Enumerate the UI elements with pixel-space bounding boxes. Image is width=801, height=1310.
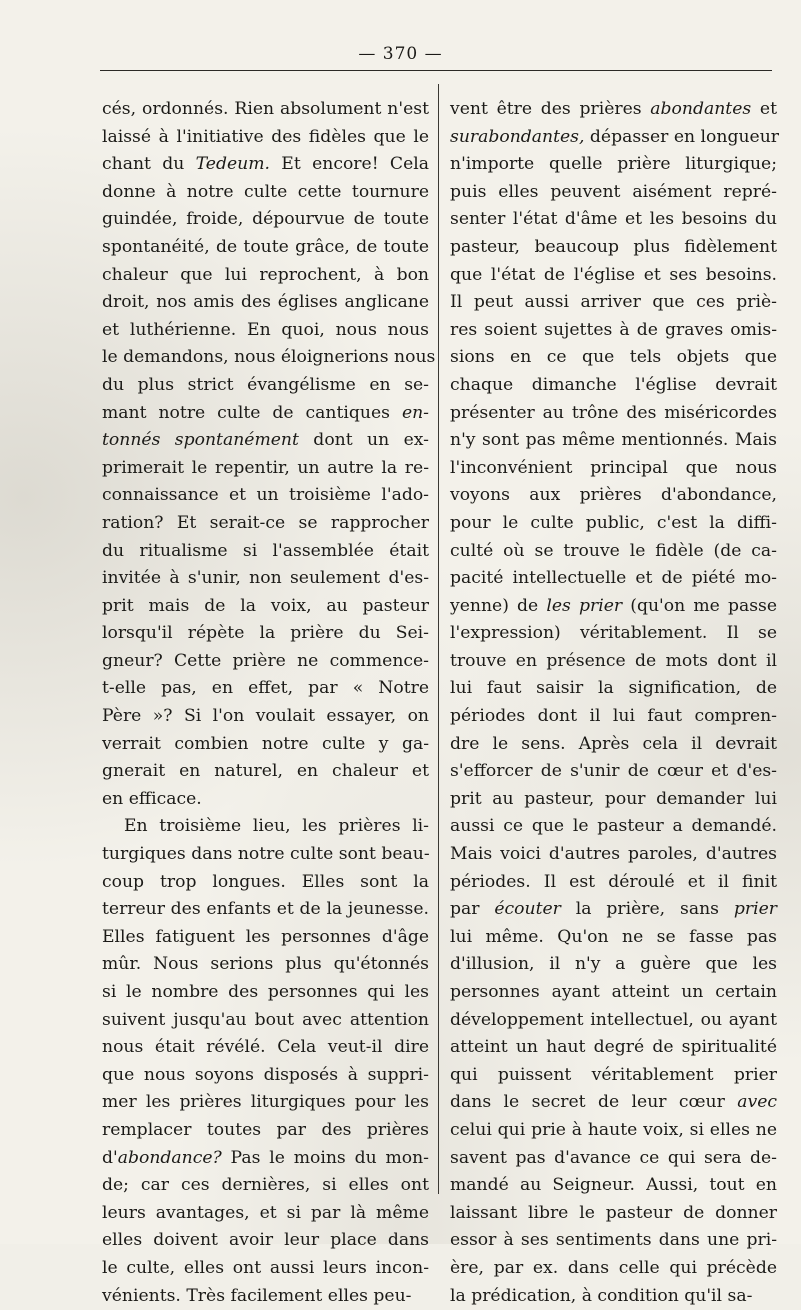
text-line: le culte, elles ont aussi leurs incon- [102,1257,429,1278]
left-column [102,96,436,1310]
text-line: Mais voici d'autres paroles, d'autres [450,844,777,865]
text-line: chant du Tedeum. Et encore! Cela [102,154,429,175]
text-line: du plus strict évangélisme en se- [102,374,429,395]
text-line: connaissance et un troisième l'ado- [102,485,429,506]
text-line: pour le culte public, c'est la diffi- [450,512,777,533]
text-line: coup trop longues. Elles sont la [102,871,429,892]
text-line: Elles fatiguent les personnes d'âge [102,926,429,947]
column-divider [438,84,439,1194]
text-line: pasteur, beaucoup plus fidèlement [450,236,777,257]
header-rule [100,70,772,71]
text-line: gnerait en naturel, en chaleur et [102,761,429,782]
text-line: dre le sens. Après cela il devrait [450,733,777,754]
text-line: celui qui prie à haute voix, si elles ne [450,1119,777,1140]
text-line: en efficace. [102,788,202,809]
text-line: terreur des enfants et de la jeunesse. [102,899,429,920]
text-line: Père »? Si l'on voulait essayer, on [102,706,429,727]
text-line: leurs avantages, et si par là même [102,1202,429,1223]
text-line: invitée à s'unir, non seulement d'es- [102,568,429,589]
text-line: t-elle pas, en effet, par « Notre [102,678,429,699]
text-line: mûr. Nous serions plus qu'étonnés [102,954,429,975]
text-line: n'y sont pas même mentionnés. Mais [450,430,777,451]
text-line: yenne) de les prier (qu'on me passe [450,595,778,616]
text-line: personnes ayant atteint un certain [450,982,777,1002]
text-line: vénients. Très facilement elles peu- [102,1285,412,1306]
text-line: présenter au trône des miséricordes [450,402,777,423]
text-line: cés, ordonnés. Rien absolument n'est [102,99,429,119]
text-line: gneur? Cette prière ne commence- [102,650,429,671]
text-line: n'importe quelle prière liturgique; [450,154,777,175]
text-line: par écouter la prière, sans prier [450,899,777,920]
text-line: savent pas d'avance ce qui sera de- [450,1147,777,1168]
text-line: lorsqu'il répète la prière du Sei- [102,623,429,644]
text-line: mandé au Seigneur. Aussi, tout en [450,1175,777,1196]
text-line: sions en ce que tels objets que [450,347,777,368]
text-line: verrait combien notre culte y ga- [102,733,429,754]
text-line: trouve en présence de mots dont il [450,650,777,671]
text-line: de; car ces dernières, si elles ont [102,1175,429,1196]
text-line: que l'état de l'église et ses besoins. [450,264,777,285]
text-line: pacité intellectuelle et de piété mo- [450,568,777,589]
text-line: En troisième lieu, les prières li- [124,816,429,837]
text-line: chaleur que lui reprochent, à bon [102,264,429,285]
text-line: remplacer toutes par des prières [102,1119,429,1140]
text-line: lui même. Qu'on ne se fasse pas [450,926,777,947]
text-line: droit, nos amis des églises anglicane [102,292,429,313]
text-line: prit au pasteur, pour demander lui [450,788,777,809]
text-line: nous était révélé. Cela veut-il dire [102,1037,429,1058]
text-line: l'inconvénient principal que nous [450,457,777,478]
text-line: guindée, froide, dépourvue de toute [102,209,429,230]
text-line: mer les prières liturgiques pour les [102,1092,429,1113]
text-line: s'efforcer de s'unir de cœur et d'es- [450,761,777,782]
text-line: la prédication, à condition qu'il sa- [450,1285,753,1306]
text-line: primerait le repentir, un autre la re- [102,457,429,478]
text-line: prit mais de la voix, au pasteur [102,595,429,616]
text-line: surabondantes, dépasser en longueur [450,126,779,147]
text-line: périodes. Il est déroulé et il finit [450,871,777,892]
text-line: senter l'état d'âme et les besoins du [450,209,777,230]
text-line: le demandons, nous éloignerions nous [102,347,436,368]
text-line: aussi ce que le pasteur a demandé. [450,816,777,837]
text-line: l'expression) véritablement. Il se [450,623,777,644]
text-line: vent être des prières abondantes et [450,99,777,119]
text-line: culté où se trouve le fidèle (de ca- [450,540,777,561]
text-line: d'abondance? Pas le moins du mon- [102,1147,429,1168]
text-line: d'illusion, il n'y a guère que les [450,954,777,975]
text-line: spontanéité, de toute grâce, de toute [102,236,429,257]
text-line: Il peut aussi arriver que ces priè- [450,292,777,313]
text-line: suivent jusqu'au bout avec attention [102,1009,429,1030]
text-line: dans le secret de leur cœur avec [450,1092,777,1113]
text-line: turgiques dans notre culte sont beau- [102,844,430,865]
right-column [450,96,777,1310]
text-line: res soient sujettes à de graves omis- [450,319,777,340]
text-line: périodes dont il lui faut compren- [450,706,777,727]
text-line: laissant libre le pasteur de donner [450,1202,777,1223]
text-line: essor à ses sentiments dans une pri- [450,1230,777,1251]
text-line: du ritualisme si l'assemblée était [102,540,429,561]
text-line: elles doivent avoir leur place dans [102,1230,429,1251]
text-line: lui faut saisir la signification, de [450,678,777,699]
text-line: si le nombre des personnes qui les [102,982,429,1002]
text-line: ère, par ex. dans celle qui précède [450,1257,777,1278]
text-line: chaque dimanche l'église devrait [450,374,777,395]
text-line: tonnés spontanément dont un ex- [102,430,429,451]
text-line: qui puissent véritablement prier [450,1064,777,1085]
text-line: laissé à l'initiative des fidèles que le [102,126,429,147]
text-line: que nous soyons disposés à suppri- [102,1064,429,1085]
text-line: donne à notre culte cette tournure [102,181,429,202]
text-line: puis elles peuvent aisément repré- [450,181,777,202]
page-number: — 370 — [358,44,443,64]
text-line: ration? Et serait-ce se rapprocher [102,512,429,533]
text-line: voyons aux prières d'abondance, [450,485,777,506]
text-line: mant notre culte de cantiques en- [102,402,429,423]
text-line: atteint un haut degré de spiritualité [450,1037,777,1058]
text-line: développement intellectuel, ou ayant [450,1009,777,1030]
text-line: et luthérienne. En quoi, nous nous [102,319,429,340]
